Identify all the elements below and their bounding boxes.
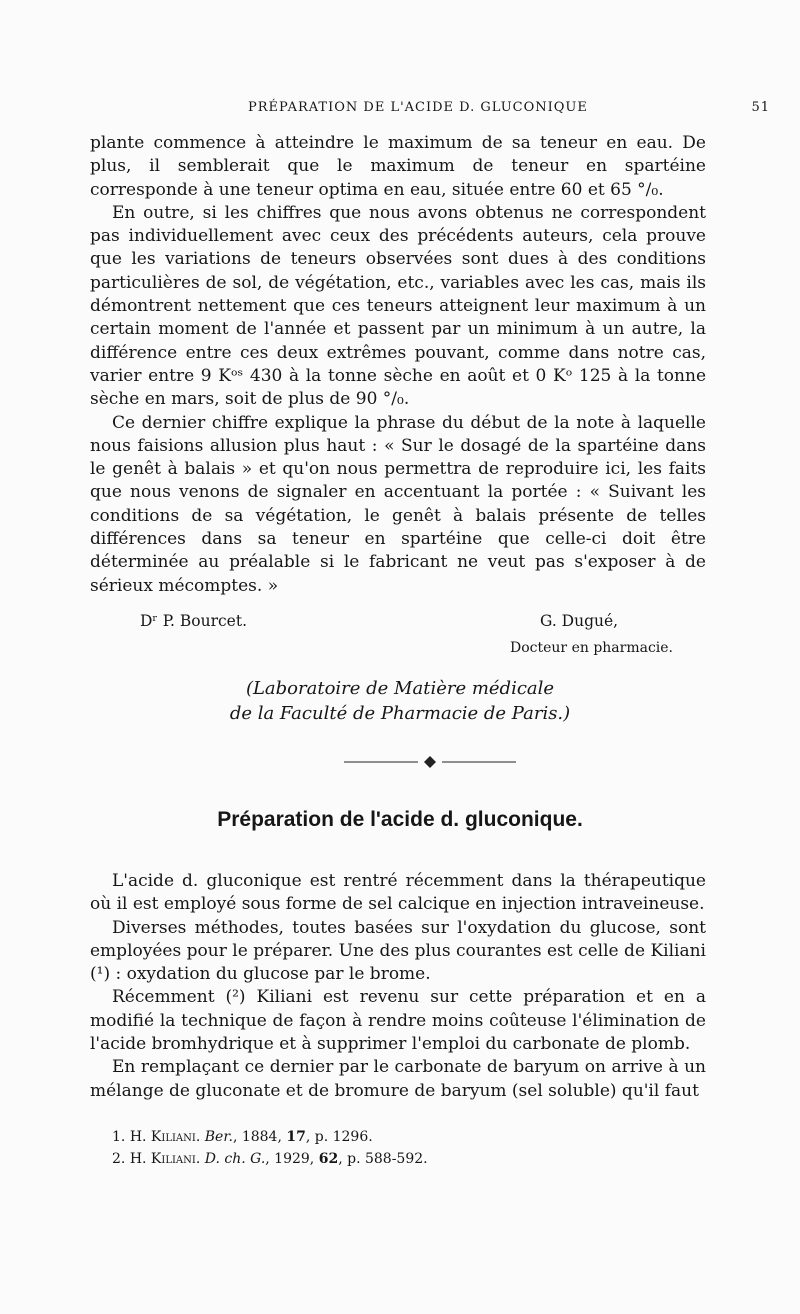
signature-right: G. Dugué, [540,612,619,630]
paragraph: En outre, si les chiffres que nous avons obtenus ne correspondent pas individuellement avec ceux des précédents auteurs, cela prouve que les variations de teneurs observées sont dues à des conditions particulières de sol, de végétation, etc., variables avec les cas, mais ils démontrent nettement que ces teneurs atteignent leur maximum à un certain moment de l'année et passent par un minimum à un autre, la différence entre ces deux extrêmes pouvant, comme dans notre cas, varier entre 9 Kᵒˢ 430 à la tonne sèche en août et 0 Kᵒ 125 à la tonne sèche en mars, soit de plus de 90 °/₀. [90,202,706,410]
signature-left: Dʳ P. Bourcet. [140,612,248,630]
running-title: PRÉPARATION DE L'ACIDE D. GLUCONIQUE [248,100,588,115]
section-divider-ornament [344,752,516,772]
paragraph: plante commence à atteindre le maximum de sa teneur en eau. De plus, il semblerait que le maximum de teneur en spartéine corresponde à une teneur optima en eau, située entre 60 et 65 °/₀. [90,133,706,200]
laboratory-line: (Laboratoire de Matière médicale [245,678,555,699]
page-number: 51 [751,100,770,115]
paragraph: L'acide d. gluconique est rentré récemment dans la thérapeutique où il est employé sous forme de sel calcique en injection intraveineuse. [90,871,706,915]
upper-text-block [90,132,706,598]
paragraph: Ce dernier chiffre explique la phrase du début de la note à laquelle nous faisions allusion plus haut : « Sur le dosagé de la spartéine dans le genêt à balais » et qu'on nous permettra de reproduire ici, les faits que nous venons de signaler en accentuant la portée : « Suivant les conditions de sa végétation, le genêt à balais présente de telles différences dans sa teneur en spartéine que celle-ci doit être déterminée au préalable si le fabricant ne veut pas s'exposer à de sérieux mécomptes. » [90,412,706,596]
paragraph: Récemment (²) Kiliani est revenu sur cette préparation et en a modifié la technique de façon à rendre moins coûteuse l'élimination de l'acide bromhydrique et à supprimer l'emploi du carbonate de plomb. [90,987,706,1055]
footnote: 2. H. Kiliani. D. ch. G., 1929, 62, p. 588-592. [112,1151,428,1167]
laboratory-line: de la Faculté de Pharmacie de Paris.) [229,703,571,724]
lower-text-block [90,870,706,1103]
signature-right-title: Docteur en pharmacie. [510,640,674,656]
section-title: Préparation de l'acide d. gluconique. [217,808,583,831]
paragraph: Diverses méthodes, toutes basées sur l'oxydation du glucose, sont employées pour le préparer. Une des plus courantes est celle de Kiliani (¹) : oxydation du glucose par le brome. [90,917,706,985]
footnote: 1. H. Kiliani. Ber., 1884, 17, p. 1296. [112,1129,373,1145]
paragraph: En remplaçant ce dernier par le carbonate de baryum on arrive à un mélange de gluconate et de bromure de baryum (sel soluble) qu'il faut [90,1057,706,1101]
laboratory-affiliation [200,676,600,726]
